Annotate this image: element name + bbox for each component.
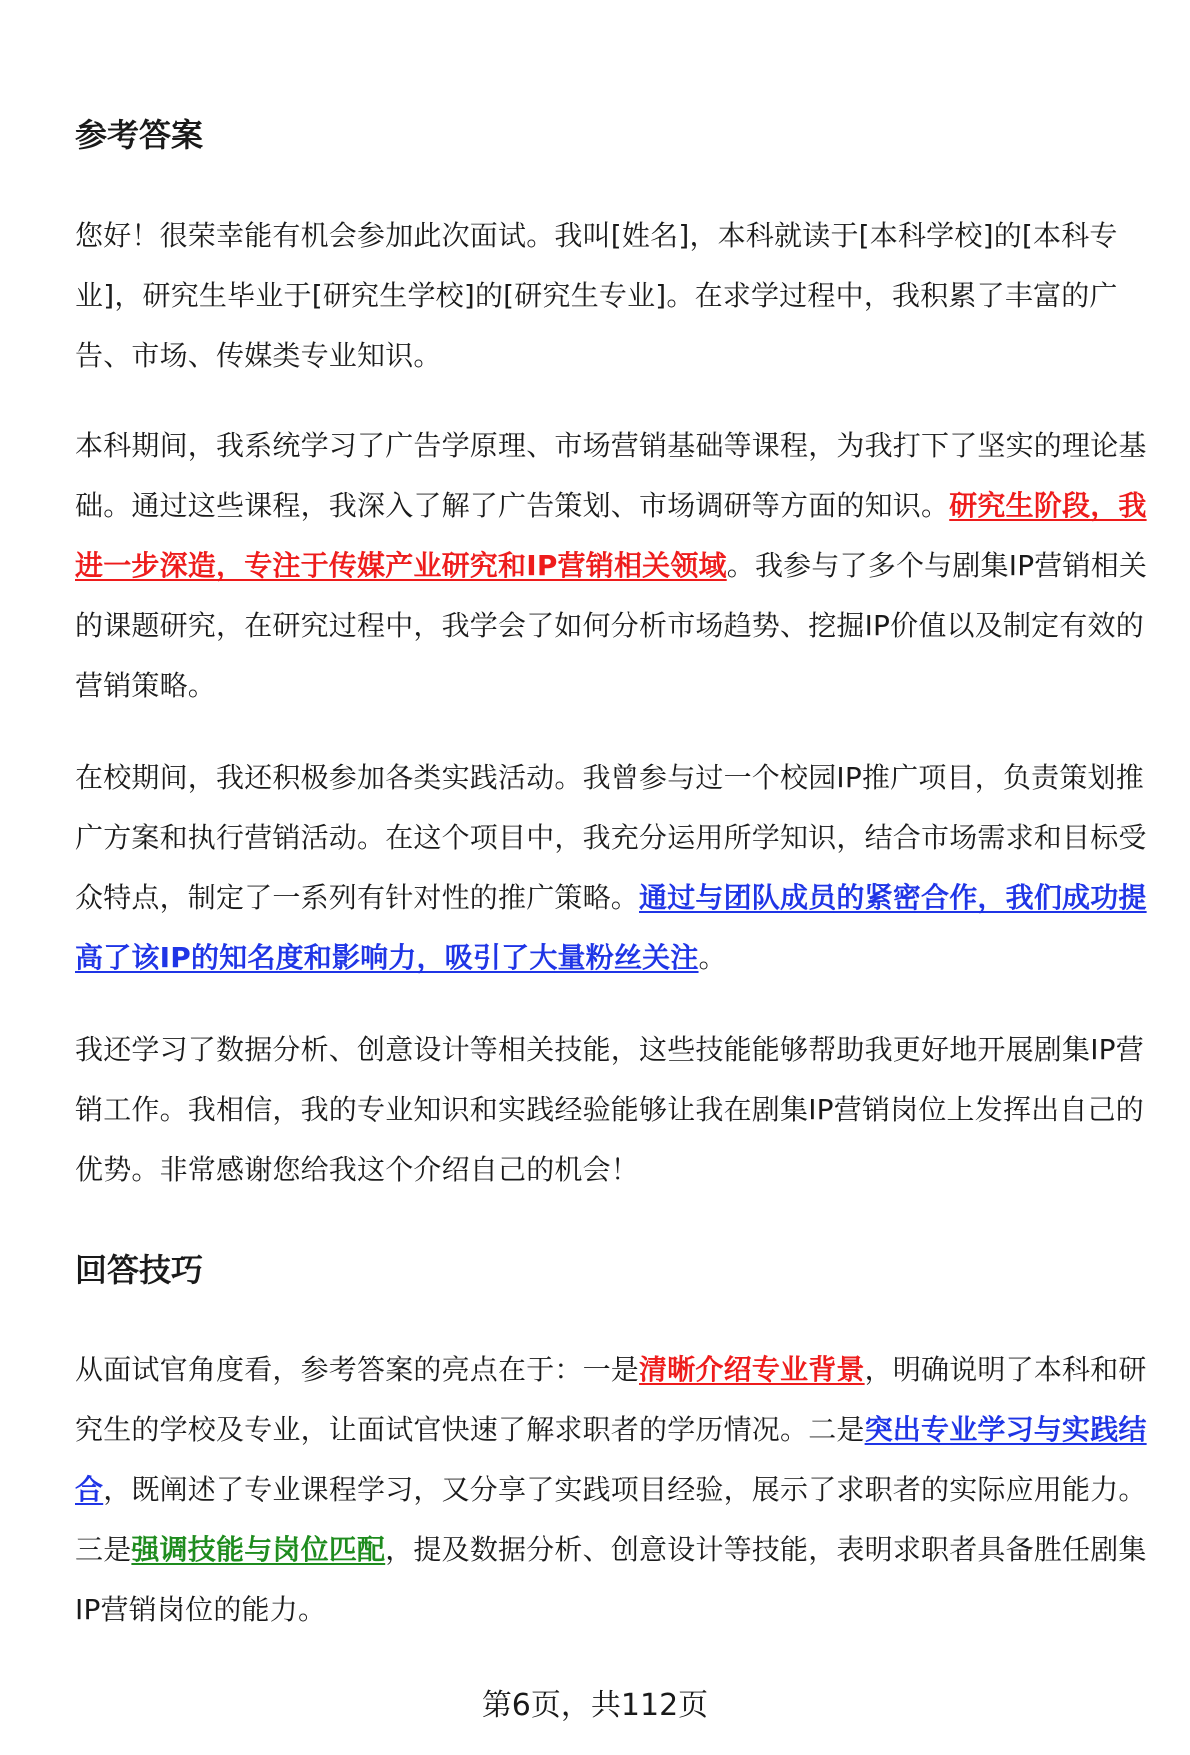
section-title-reference-answer: 参考答案 [75, 116, 204, 154]
paragraph-tips-text-b: ，明确说明了本科和研究生的学校及专业，让面试官快速了解求职者的学历情况。二是 [75, 1353, 1147, 1446]
highlight-graduate-study: 研究生阶段，我进一步深造，专注于传媒产业研究和IP营销相关领域 [75, 489, 1147, 582]
paragraph-practice-text-b: 。 [698, 941, 727, 974]
paragraph-study-text-b: 。我参与了多个与剧集IP营销相关的课题研究，在研究过程中，我学会了如何分析市场趋势、挖掘IP价值以及制定有效的营销策略。 [75, 549, 1148, 702]
paragraph-tips [75, 1340, 1160, 1640]
highlight-background: 清晰介绍专业背景 [639, 1353, 865, 1386]
paragraph-practice-text-a: 在校期间，我还积极参加各类实践活动。我曾参与过一个校园IP推广项目，负责策划推广方案和执行营销活动。在这个项目中，我充分运用所学知识，结合市场需求和目标受众特点，制定了一系列有针对性的推广策略。 [75, 761, 1147, 914]
paragraph-tips-text-d: ，提及数据分析、创意设计等技能，表明求职者具备胜任剧集IP营销岗位的能力。 [75, 1533, 1147, 1626]
page-number-footer: 第6页，共112页 [481, 1688, 709, 1723]
paragraph-intro: 您好！很荣幸能有机会参加此次面试。我叫[姓名]，本科就读于[本科学校]的[本科专业]，研究生毕业于[研究生学校]的[研究生专业]。在求学过程中，我积累了丰富的广告、市场、传媒类专业知识。 [75, 219, 1118, 372]
highlight-skill-match: 强调技能与岗位匹配 [131, 1533, 386, 1566]
paragraph-skills: 我还学习了数据分析、创意设计等相关技能，这些技能能够帮助我更好地开展剧集IP营销工作。我相信，我的专业知识和实践经验能够让我在剧集IP营销岗位上发挥出自己的优势。非常感谢您给我这个介绍自己的机会！ [75, 1033, 1144, 1186]
paragraph-study [75, 416, 1160, 716]
paragraph-practice [75, 748, 1160, 988]
highlight-team-cooperation: 通过与团队成员的紧密合作，我们成功提高了该IP的知名度和影响力，吸引了大量粉丝关注 [75, 881, 1147, 974]
section-title-answer-tips: 回答技巧 [75, 1251, 204, 1289]
paragraph-tips-text-a: 从面试官角度看，参考答案的亮点在于：一是 [75, 1353, 640, 1386]
paragraph-tips-text-c: ，既阐述了专业课程学习，又分享了实践项目经验，展示了求职者的实际应用能力。三是 [75, 1473, 1147, 1566]
highlight-study-practice: 突出专业学习与实践结合 [75, 1413, 1147, 1506]
paragraph-study-text-a: 本科期间，我系统学习了广告学原理、市场营销基础等课程，为我打下了坚实的理论基础。通过这些课程，我深入了解了广告策划、市场调研等方面的知识。 [75, 429, 1147, 522]
